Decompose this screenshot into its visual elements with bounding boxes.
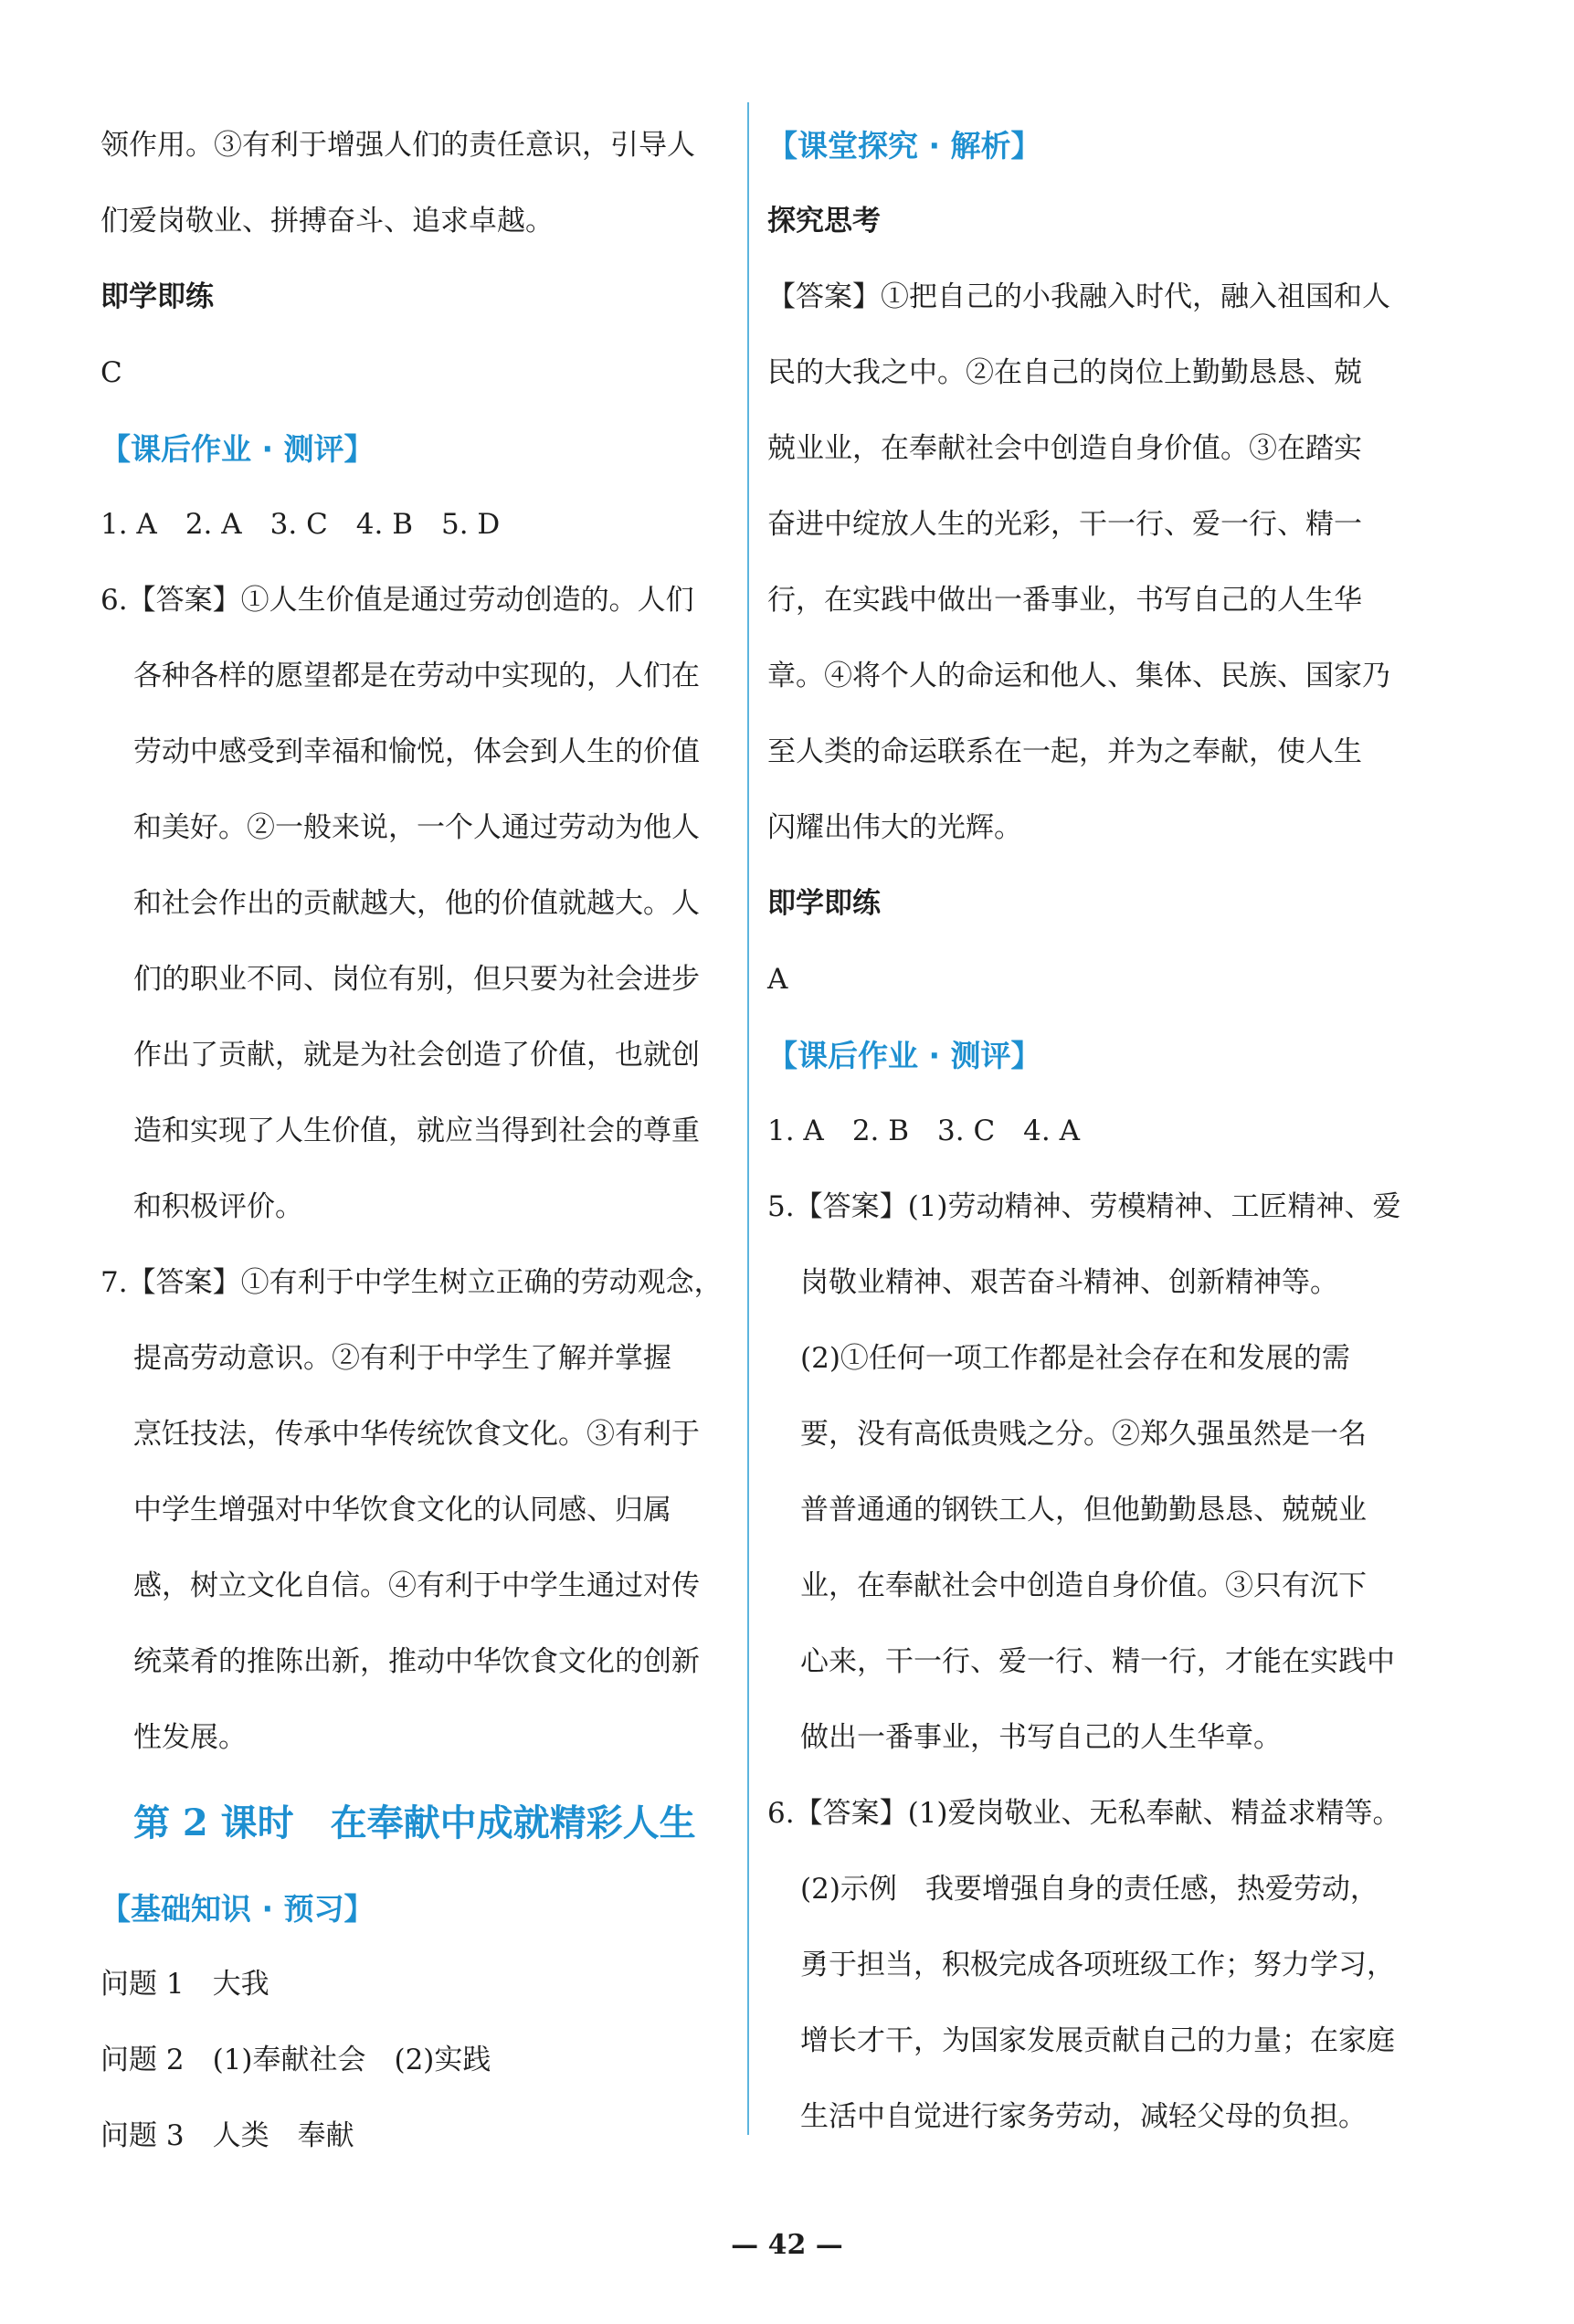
text-line: 问题 1 大我 [100, 1968, 269, 2001]
text-line: 问题 2 (1)奉献社会 (2)实践 [100, 2044, 491, 2076]
text-line: 生活中自觉进行家务劳动，减轻父母的负担。 [800, 2100, 1367, 2133]
lesson-title: 第 2 课时 在奉献中成就精彩人生 [133, 1801, 696, 1844]
text-line: 兢业业，在奉献社会中创造自身价值。③在踏实 [767, 432, 1362, 465]
text-line: 们的职业不同、岗位有别，但只要为社会进步 [133, 963, 700, 996]
text-line: 闪耀出伟大的光辉。 [767, 811, 1022, 844]
text-line: A [767, 963, 788, 996]
text-line: 造和实现了人生价值，就应当得到社会的尊重 [133, 1114, 700, 1147]
text-line: 劳动中感受到幸福和愉悦，体会到人生的价值 [133, 735, 700, 768]
text-line: 领作用。③有利于增强人们的责任意识，引导人 [100, 129, 695, 162]
text-line: 中学生增强对中华饮食文化的认同感、归属 [133, 1494, 671, 1526]
text-line: 7.【答案】①有利于中学生树立正确的劳动观念， [100, 1266, 723, 1299]
text-line: 各种各样的愿望都是在劳动中实现的，人们在 [133, 660, 700, 692]
text-line: 感，树立文化自信。④有利于中学生通过对传 [133, 1569, 700, 1602]
section-heading: 【课后作业 · 测评】 [100, 431, 375, 467]
text-line: 和社会作出的贡献越大，他的价值就越大。人 [133, 887, 700, 920]
text-line: 统菜肴的推陈出新，推动中华饮食文化的创新 [133, 1645, 700, 1678]
text-line: 【答案】①把自己的小我融入时代，融入祖国和人 [767, 280, 1390, 313]
text-line: 问题 3 人类 奉献 [100, 2119, 354, 2152]
text-line: 行，在实践中做出一番事业，书写自己的人生华 [767, 584, 1362, 617]
column-divider [747, 102, 749, 2135]
text-line: (2)示例 我要增强自身的责任感，热爱劳动， [800, 1873, 1379, 1906]
subheading: 探究思考 [767, 205, 881, 238]
section-heading: 【课堂探究 · 解析】 [767, 128, 1041, 164]
text-line: 普普通通的钢铁工人，但他勤勤恳恳、兢兢业 [800, 1494, 1367, 1526]
text-line: 增长才干，为国家发展贡献自己的力量；在家庭 [800, 2024, 1395, 2057]
text-line: 做出一番事业，书写自己的人生华章。 [800, 1721, 1282, 1754]
section-heading: 【基础知识 · 预习】 [100, 1891, 375, 1927]
text-line: 作出了贡献，就是为社会创造了价值，也就创 [133, 1039, 700, 1072]
text-line: (2)①任何一项工作都是社会存在和发展的需 [800, 1342, 1350, 1375]
text-line: 1. A 2. A 3. C 4. B 5. D [100, 508, 501, 541]
text-line: 民的大我之中。②在自己的岗位上勤勤恳恳、兢 [767, 356, 1362, 389]
text-line: 要，没有高低贵贱之分。②郑久强虽然是一名 [800, 1418, 1367, 1451]
text-line: 6.【答案】(1)爱岗敬业、无私奉献、精益求精等。 [767, 1797, 1401, 1830]
section-heading: 【课后作业 · 测评】 [767, 1038, 1041, 1073]
text-line: 们爱岗敬业、拼搏奋斗、追求卓越。 [100, 205, 554, 238]
subheading: 即学即练 [100, 280, 214, 313]
left-column [100, 108, 740, 2174]
text-line: 提高劳动意识。②有利于中学生了解并掌握 [133, 1342, 671, 1375]
subheading: 即学即练 [767, 887, 881, 920]
text-line: 6.【答案】①人生价值是通过劳动创造的。人们 [100, 584, 694, 617]
text-line: 和美好。②一般来说，一个人通过劳动为他人 [133, 811, 700, 844]
text-line: 烹饪技法，传承中华传统饮食文化。③有利于 [133, 1418, 700, 1451]
text-line: 至人类的命运联系在一起，并为之奉献，使人生 [767, 735, 1362, 768]
text-line: 岗敬业精神、艰苦奋斗精神、创新精神等。 [800, 1266, 1338, 1299]
text-line: 勇于担当，积极完成各项班级工作；努力学习， [800, 1949, 1395, 1981]
text-line: 奋进中绽放人生的光彩，干一行、爱一行、精一 [767, 508, 1362, 541]
text-line: 性发展。 [133, 1721, 247, 1754]
text-line: 1. A 2. B 3. C 4. A [767, 1114, 1080, 1147]
text-line: 心来，干一行、爱一行、精一行，才能在实践中 [800, 1645, 1395, 1678]
text-line: 5.【答案】(1)劳动精神、劳模精神、工匠精神、爱 [767, 1190, 1401, 1223]
page-number: — 42 — [731, 2229, 843, 2261]
right-column [767, 108, 1407, 2155]
text-line: C [100, 356, 122, 389]
text-line: 章。④将个人的命运和他人、集体、民族、国家乃 [767, 660, 1390, 692]
text-line: 业，在奉献社会中创造自身价值。③只有沉下 [800, 1569, 1367, 1602]
text-line: 和积极评价。 [133, 1190, 303, 1223]
